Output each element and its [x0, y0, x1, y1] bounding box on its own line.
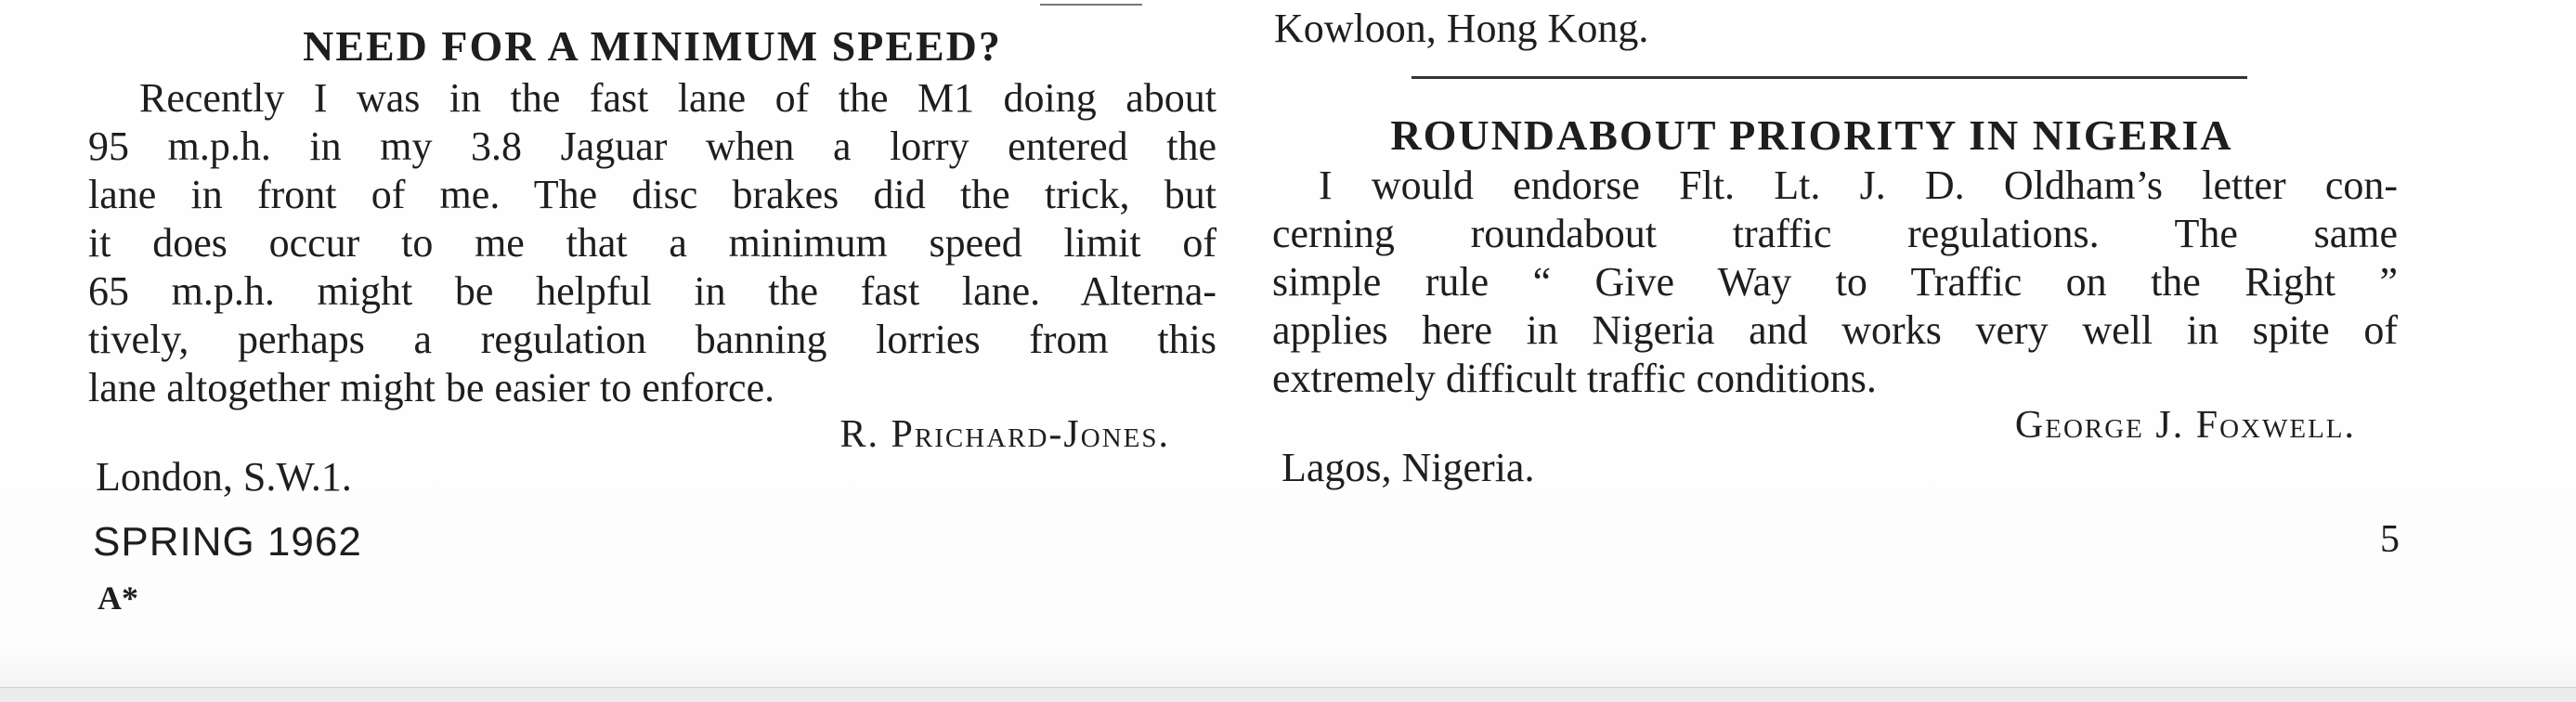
right-letter-heading: ROUNDABOUT PRIORITY IN NIGERIA — [1390, 111, 2233, 159]
right-letter-body — [1272, 162, 2398, 403]
left-letter-line: 95 m.p.h. in my 3.8 Jaguar when a lorry entered the — [88, 124, 1216, 169]
page-number: 5 — [2380, 518, 2400, 561]
right-letter-line: I would endorse Flt. Lt. J. D. Oldham’s letter con- — [1319, 162, 2398, 208]
left-letter-line: lane in front of me. The disc brakes did the trick, but — [88, 172, 1216, 217]
left-letter-line: lane altogether might be easier to enforce. — [88, 365, 775, 410]
right-letter-line: extremely difficult traffic conditions. — [1272, 356, 1877, 401]
right-column — [1272, 0, 2398, 449]
left-letter-line: it does occur to me that a minimum speed limit of — [88, 220, 1216, 266]
left-column — [88, 0, 1216, 459]
right-letter-line: cerning roundabout traffic regulations. The same — [1272, 211, 2398, 256]
left-letter-line: tively, perhaps a regulation banning lorries from this — [88, 317, 1216, 362]
issue-label: SPRING 1962 — [93, 519, 362, 565]
right-letter-line: simple rule “ Give Way to Traffic on the Right ” — [1272, 259, 2398, 305]
left-letter-signature: R. Prichard-Jones. — [839, 413, 1170, 456]
left-letter-body — [88, 74, 1216, 412]
previous-letter-place: Kowloon, Hong Kong. — [1274, 6, 1649, 51]
left-letter-line: 65 m.p.h. might be helpful in the fast lane. Alterna- — [88, 268, 1216, 314]
left-letter-place: London, S.W.1. — [96, 454, 352, 500]
left-letter-line: Recently I was in the fast lane of the M1 doing about — [139, 75, 1216, 121]
left-letter-heading: NEED FOR A MINIMUM SPEED? — [303, 22, 1002, 70]
right-letter-line: applies here in Nigeria and works very well in spite of — [1272, 307, 2398, 353]
right-letter-signature: George J. Foxwell. — [2014, 404, 2356, 447]
page-bottom-edge — [0, 687, 2576, 702]
right-letter-place: Lagos, Nigeria. — [1281, 445, 1535, 490]
signature-mark: A* — [98, 579, 138, 617]
